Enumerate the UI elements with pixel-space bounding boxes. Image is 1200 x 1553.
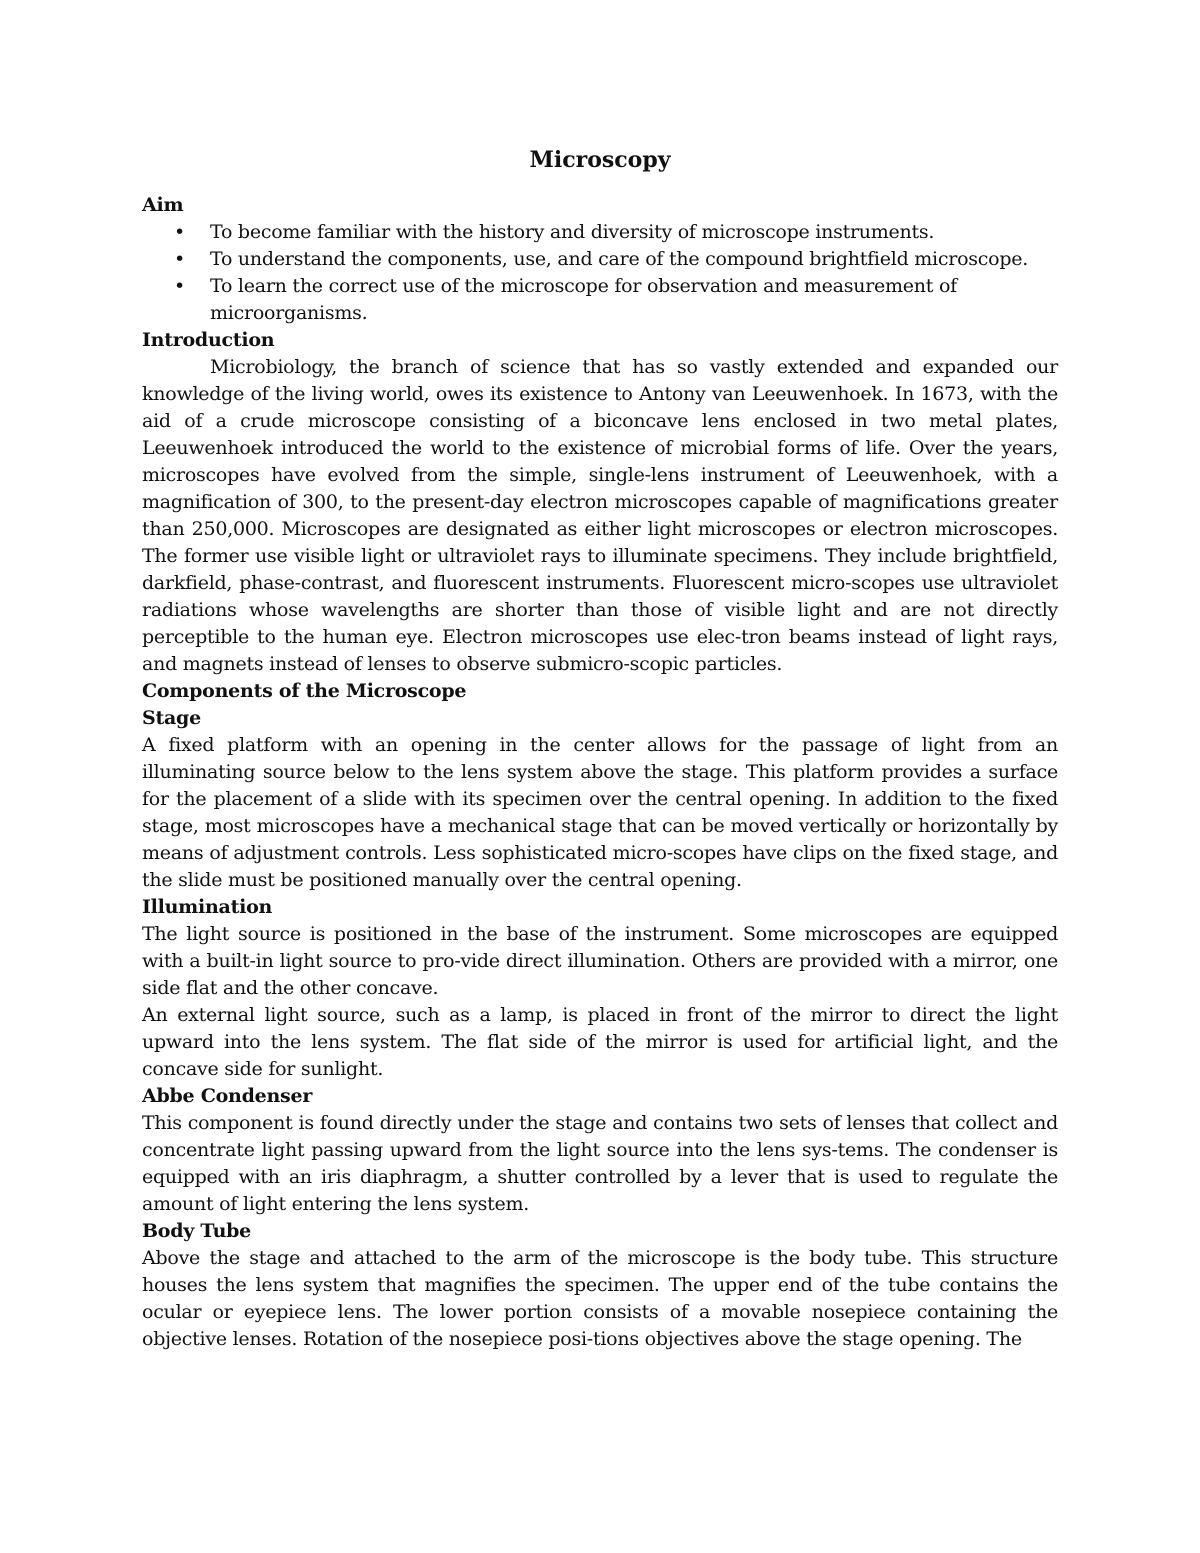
aim-text: To learn the correct use of the microscope for observation and measurement of microorganisms. (210, 275, 957, 324)
abbe-condenser-paragraph: This component is found directly under the stage and contains two sets of lenses that collect and concentrate light passing upward from the light source into the lens sys-tems. The condenser is equipped with an iris diaphragm, a shutter controlled by a lever that is used to regulate the amount of light entering the lens system. (142, 1112, 1058, 1215)
introduction-heading: Introduction (142, 329, 275, 351)
aim-heading: Aim (142, 194, 184, 216)
illumination-heading: Illumination (142, 896, 273, 918)
aim-list-item (142, 246, 1058, 273)
bullet-icon: • (174, 221, 185, 243)
body-tube-paragraph: Above the stage and attached to the arm of the microscope is the body tube. This structure houses the lens system that magnifies the specimen. The upper end of the tube contains the ocular or eyepiece lens. The lower portion consists of a movable nosepiece containing the objective lenses. Rotation of the nosepiece posi-tions objectives above the stage opening. The (142, 1247, 1058, 1350)
body-tube-heading: Body Tube (142, 1220, 252, 1242)
stage-heading: Stage (142, 707, 201, 729)
document-title: Microscopy (529, 147, 671, 173)
illumination-paragraph-2: An external light source, such as a lamp, is placed in front of the mirror to direct the light upward into the lens system. The flat side of the mirror is used for artificial light, and the concave side for sunlight. (142, 1004, 1058, 1080)
components-heading: Components of the Microscope (142, 680, 467, 702)
document-page (142, 140, 1058, 1353)
aim-list (142, 219, 1058, 327)
stage-paragraph: A fixed platform with an opening in the center allows for the passage of light from an illuminating source below to the lens system above the stage. This platform provides a surface for the placement of a slide with its specimen over the central opening. In addition to the fixed stage, most microscopes have a mechanical stage that can be moved vertically or horizontally by means of adjustment controls. Less sophisticated micro-scopes have clips on the fixed stage, and the slide must be positioned manually over the central opening. (142, 734, 1058, 891)
aim-list-item (142, 219, 1058, 246)
aim-text: To understand the components, use, and care of the compound brightfield microscope. (210, 248, 1029, 270)
aim-text: To become familiar with the history and diversity of microscope instruments. (210, 221, 935, 243)
introduction-paragraph: Microbiology, the branch of science that has so vastly extended and expanded our knowledge of the living world, owes its existence to Antony van Leeuwenhoek. In 1673, with the aid of a crude microscope consisting of a biconcave lens enclosed in two metal plates, Leeuwenhoek introduced the world to the existence of microbial forms of life. Over the years, microscopes have evolved from the simple, single-lens instrument of Leeuwenhoek, with a magnification of 300, to the present-day electron microscopes capable of magnifications greater than 250,000. Microscopes are designated as either light microscopes or electron microscopes. The former use visible light or ultraviolet rays to illuminate specimens. They include brightfield, darkfield, phase-contrast, and fluorescent instruments. Fluorescent micro-scopes use ultraviolet radiations whose wavelengths are shorter than those of visible light and are not directly perceptible to the human eye. Electron microscopes use elec-tron beams instead of light rays, and magnets instead of lenses to observe submicro-scopic particles. (142, 356, 1058, 675)
aim-list-item (142, 273, 1058, 327)
bullet-icon: • (174, 275, 185, 297)
illumination-paragraph: The light source is positioned in the base of the instrument. Some microscopes are equipped with a built-in light source to pro-vide direct illumination. Others are provided with a mirror, one side flat and the other concave. (142, 923, 1058, 999)
abbe-condenser-heading: Abbe Condenser (142, 1085, 313, 1107)
bullet-icon: • (174, 248, 185, 270)
